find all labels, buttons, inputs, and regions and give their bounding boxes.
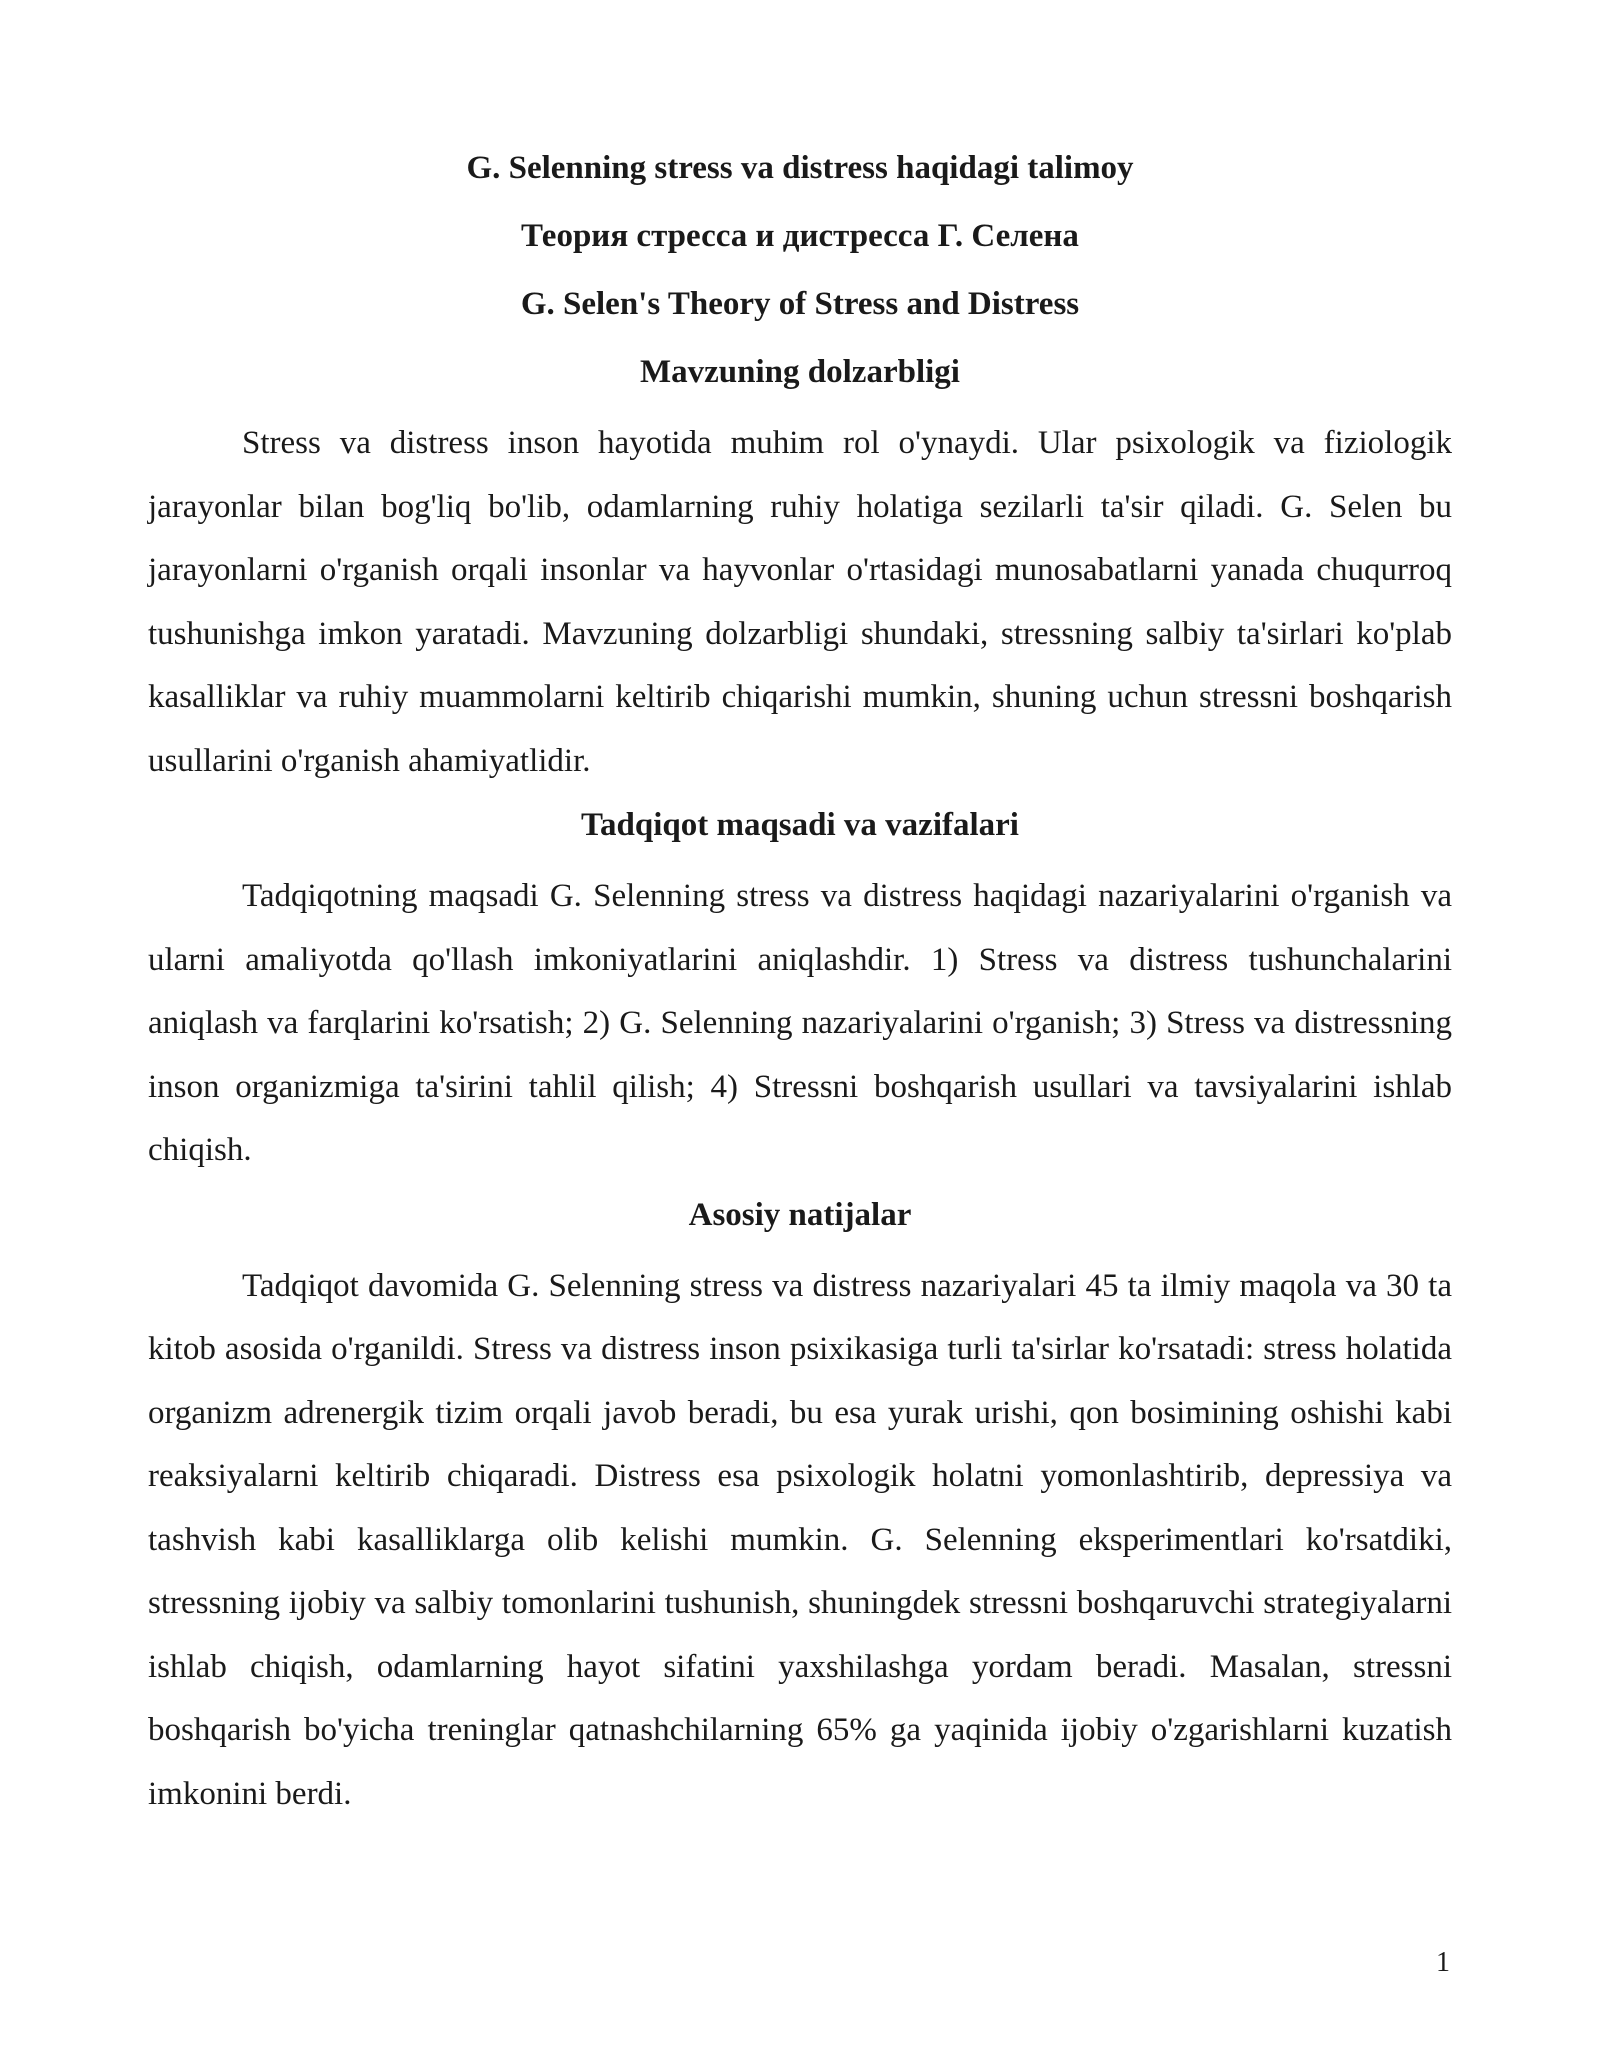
title-uzbek: G. Selenning stress va distress haqidagi talimoy <box>466 150 1134 186</box>
section-heading-results: Asosiy natijalar <box>688 1196 912 1233</box>
section-heading-goals: Tadqiqot maqsadi va vazifalari <box>581 807 1019 843</box>
section-paragraph-results: Tadqiqot davomida G. Selenning stress va distress nazariyalari 45 ta ilmiy maqola va 30 ta kitob asosida o'rganildi. Stress va distress inson psixikasiga turli ta'sirlar ko'rsatadi: stress holatida organizm adrenergik tizim orqali javob beradi, bu esa yurak urishi, qon bosimining oshishi kabi reaksiyalarni keltirib chiqaradi. Distress esa psixologik holatni yomonlashtirib, depressiya va tashvish kabi kasalliklarga olib kelishi mumkin. G. Selenning eksperimentlari ko'rsatdiki, stressning ijobiy va salbiy tomonlarini tushunish, shuningdek stressni boshqaruvchi strategiyalarni ishlab chiqish, odamlarning hayot sifatini yaxshilashga yordam beradi. Masalan, stressni boshqarish bo'yicha treninglar qatnashchilarning 65% ga yaqinida ijobiy o'zgarishlarni kuzatish imkonini berdi. <box>148 1267 1452 1812</box>
title-russian: Теория стресса и дистресса Г. Селена <box>521 218 1079 254</box>
document-page <box>148 148 1452 1838</box>
page-number: 1 <box>1436 1947 1450 1978</box>
section-paragraph-goals: Tadqiqotning maqsadi G. Selenning stress va distress haqidagi nazariyalarini o'rganish va ularni amaliyotda qo'llash imkoniyatlarini aniqlashdir. 1) Stress va distress tushunchalarini aniqlash va farqlarini ko'rsatish; 2) G. Selenning nazariyalarini o'rganish; 3) Stress va distressning inson organizmiga ta'sirini tahlil qilish; 4) Stressni boshqarish usullari va tavsiyalarini ishlab chiqish. <box>148 878 1452 1168</box>
section-heading-relevance: Mavzuning dolzarbligi <box>640 354 960 390</box>
title-english: G. Selen's Theory of Stress and Distress <box>520 286 1080 322</box>
section-paragraph-relevance: Stress va distress inson hayotida muhim rol o'ynaydi. Ular psixologik va fiziologik jarayonlar bilan bog'liq bo'lib, odamlarning ruhiy holatiga sezilarli ta'sir qiladi. G. Selen bu jarayonlarni o'rganish orqali insonlar va hayvonlar o'rtasidagi munosabatlarni yanada chuqurroq tushunishga imkon yaratadi. Mavzuning dolzarbligi shundaki, stressning salbiy ta'sirlari ko'plab kasalliklar va ruhiy muammolarni keltirib chiqarishi mumkin, shuning uchun stressni boshqarish usullarini o'rganish ahamiyatlidir. <box>148 425 1452 779</box>
